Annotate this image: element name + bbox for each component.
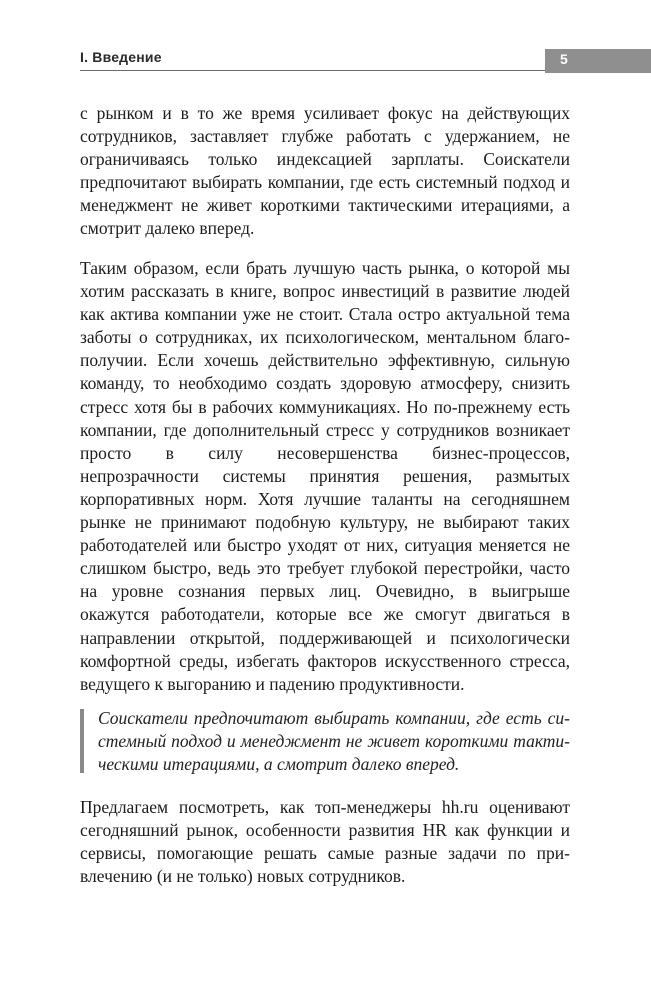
body-paragraph-3: Предлагаем посмотреть, как топ-менеджеры hh.ru оценивают сегодняшний рынок, особенности развития HR как функции и сервисы, помогающие решать самые разные задачи по привлечению (и не только) новых сотрудников. <box>80 797 570 887</box>
page-number: 5 <box>560 51 568 67</box>
running-head-title: I. Введение <box>80 49 162 65</box>
pull-quote-text: Соискатели предпочитают выбирать компании, где есть системный подход и менеджмент не живет короткими тактическими итерациями, а смотрит далеко вперед. <box>98 708 570 774</box>
pull-quote-bar <box>80 709 84 773</box>
body-paragraph-1: с рынком и в то же время усиливает фокус на действующих сотрудников, заставляет глубже работать с удержанием, не ограничиваясь только индексацией зарплаты. Соискатели предпочитают выбирать компании, где есть системный подход и менеджмент не живет короткими тактическими итерациями, а смотрит далеко вперед. <box>80 103 570 239</box>
body-paragraph-2: Таким образом, если брать лучшую часть рынка, о которой мы хотим рассказать в книге, вопрос инвестиций в развитие людей как актива компании уже не стоит. Стала остро актуальной тема заботы о сотрудниках, их психологическом, ментальном благополучии. Если хочешь действительно эффективную, сильную команду, то необходимо создать здоровую атмосферу, снизить стресс хотя бы в рабочих коммуникациях. Но по-прежнему есть компании, где дополнительный стресс у сотрудников возникает просто в силу несовершенства бизнес-процессов, непрозрачности системы принятия решения, размытых корпоративных норм. Хотя лучшие таланты на сегодняшнем рынке не принимают подобную культуру, не выбирают таких работодателей или быстро уходят от них, ситуация меняется не слишком быстро, ведь это требует глубокой перестройки, часто на уровне сознания первых лиц. Очевидно, в выигрыше окажутся работодатели, которые все же смогут двигаться в направлении открытой, поддерживающей и психологически комфортной среды, избегать факторов искусственного стресса, ведущего к выгоранию и падению продуктивности. <box>80 258 570 694</box>
pull-quote <box>80 707 570 773</box>
header-rule <box>80 70 545 71</box>
